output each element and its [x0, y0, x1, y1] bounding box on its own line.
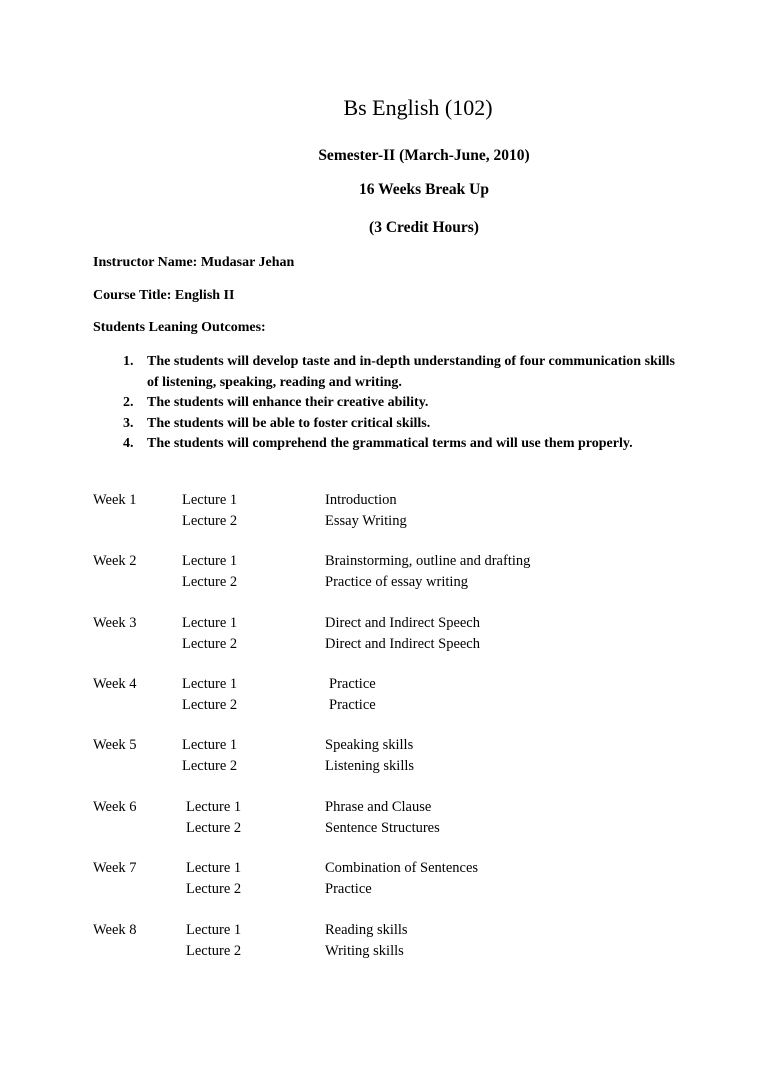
lecture-topic: Writing skills — [325, 942, 404, 959]
lecture-topic: Sentence Structures — [325, 819, 440, 836]
course-title: Course Title: English II — [93, 288, 235, 303]
lecture-label: Lecture 1 — [182, 737, 238, 753]
week-label: Week 5 — [93, 737, 137, 753]
lecture-label: Lecture 2 — [182, 635, 238, 652]
lecture-label: Lecture 1 — [186, 922, 242, 938]
week-row — [93, 490, 653, 534]
week-row — [93, 858, 653, 902]
breakup-line: 16 Weeks Break Up — [359, 181, 489, 198]
lecture-topic: Practice — [329, 696, 376, 713]
week-label: Week 6 — [93, 799, 137, 815]
lecture-label: Lecture 2 — [186, 880, 242, 897]
semester-line: Semester-II (March-June, 2010) — [318, 147, 530, 164]
document-title: Bs English (102) — [343, 95, 493, 120]
lecture-topic: Practice of essay writing — [325, 573, 468, 590]
week-row — [93, 735, 653, 779]
lecture-label: Lecture 1 — [182, 492, 238, 508]
instructor-name: Instructor Name: Mudasar Jehan — [93, 255, 295, 270]
lecture-topic: Reading skills — [325, 922, 408, 938]
outcome-text: The students will develop taste and in-depth understanding of four communication skills of listening, speaking, reading and writing. — [147, 354, 675, 390]
outcome-item — [123, 393, 675, 414]
lecture-label: Lecture 2 — [182, 757, 238, 774]
lecture-label: Lecture 2 — [182, 573, 238, 590]
outcome-number: 3. — [123, 415, 134, 431]
lecture-topic: Combination of Sentences — [325, 860, 479, 876]
lecture-topic: Brainstorming, outline and drafting — [325, 553, 531, 569]
lecture-label: Lecture 1 — [186, 860, 242, 876]
outcome-item — [123, 352, 675, 393]
lecture-label: Lecture 1 — [182, 615, 238, 631]
outcome-number: 4. — [123, 436, 134, 451]
week-label: Week 8 — [93, 922, 137, 938]
lecture-label: Lecture 2 — [186, 942, 242, 959]
lecture-label: Lecture 1 — [186, 799, 242, 815]
lecture-label: Lecture 2 — [182, 512, 238, 529]
week-label: Week 4 — [93, 676, 137, 692]
lecture-label: Lecture 2 — [182, 696, 238, 713]
lecture-topic: Practice — [329, 676, 376, 692]
week-row — [93, 613, 653, 657]
outcome-text: The students will be able to foster critical skills. — [147, 415, 431, 431]
lecture-topic: Practice — [325, 880, 372, 897]
lecture-topic: Essay Writing — [325, 512, 407, 529]
lecture-topic: Listening skills — [325, 757, 415, 774]
outcome-number: 2. — [123, 395, 134, 410]
outcome-item — [123, 414, 675, 435]
week-label: Week 3 — [93, 615, 137, 631]
lecture-topic: Phrase and Clause — [325, 799, 432, 815]
week-label: Week 7 — [93, 860, 137, 876]
credit-hours-line: (3 Credit Hours) — [369, 219, 479, 236]
lecture-topic: Speaking skills — [325, 737, 414, 753]
week-row — [93, 674, 653, 718]
lecture-topic: Direct and Indirect Speech — [325, 635, 480, 652]
lecture-label: Lecture 1 — [182, 676, 238, 692]
week-row — [93, 920, 653, 964]
outcomes-heading: Students Leaning Outcomes: — [93, 320, 266, 335]
week-label: Week 1 — [93, 492, 137, 508]
lecture-label: Lecture 2 — [186, 819, 242, 836]
outcome-item — [123, 434, 675, 455]
lecture-topic: Introduction — [325, 492, 397, 508]
week-label: Week 2 — [93, 553, 137, 569]
lecture-label: Lecture 1 — [182, 553, 238, 569]
outcomes-list — [123, 352, 675, 455]
outcome-text: The students will enhance their creative ability. — [147, 395, 429, 410]
lecture-topic: Direct and Indirect Speech — [325, 615, 480, 631]
week-row — [93, 551, 653, 595]
outcome-number: 1. — [123, 354, 134, 369]
outcome-text: The students will comprehend the grammatical terms and will use them properly. — [147, 436, 633, 451]
week-row — [93, 797, 653, 841]
